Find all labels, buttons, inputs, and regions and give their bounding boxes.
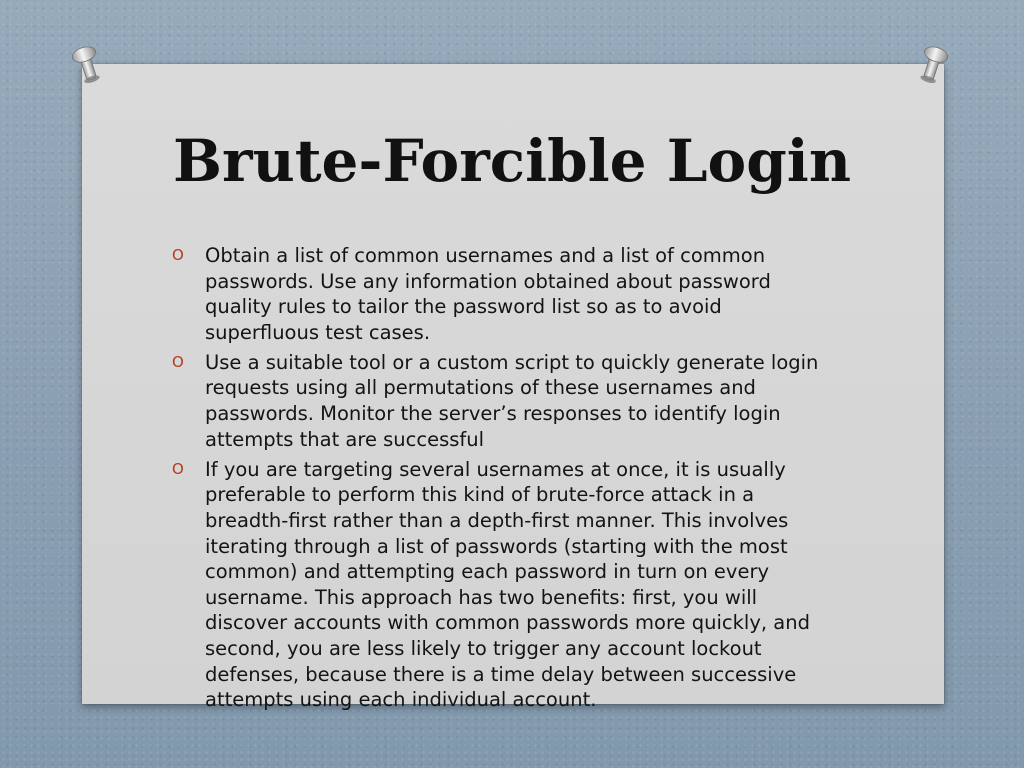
bullet-marker: O [172, 246, 184, 264]
bullet-item [172, 350, 837, 452]
pushpin-icon [70, 42, 104, 86]
bullet-marker: O [172, 459, 184, 478]
pushpin-icon [916, 42, 950, 86]
bullet-list [172, 243, 837, 717]
slide-title: Brute-Forcible Login [172, 127, 852, 195]
bullet-item [172, 243, 837, 345]
bullet-marker: O [172, 352, 184, 371]
bullet-text: If you are targeting several usernames at once, it is usually preferable to perform this kind of brute-force attack in a breadth-first rather than a depth-first manner. This involves iterating through a list of passwords (starting with the most common) and attempting each password in turn on every username. This approach has two benefits: first, you will discover accounts with common passwords more quickly, and second, you are less likely to trigger any account lockout defenses, because there is a time delay between successive attempts using each individual account. [205, 457, 810, 712]
bullet-text: Obtain a list of common usernames and a list of common passwords. Use any information obtained about password quality rules to tailor the password list so as to avoid superfluous test cases. [205, 244, 771, 344]
bullet-item [172, 457, 837, 713]
bullet-text: Use a suitable tool or a custom script to quickly generate login requests using all permutations of these usernames and passwords. Monitor the server’s responses to identify login attempts that are successful [205, 350, 819, 451]
